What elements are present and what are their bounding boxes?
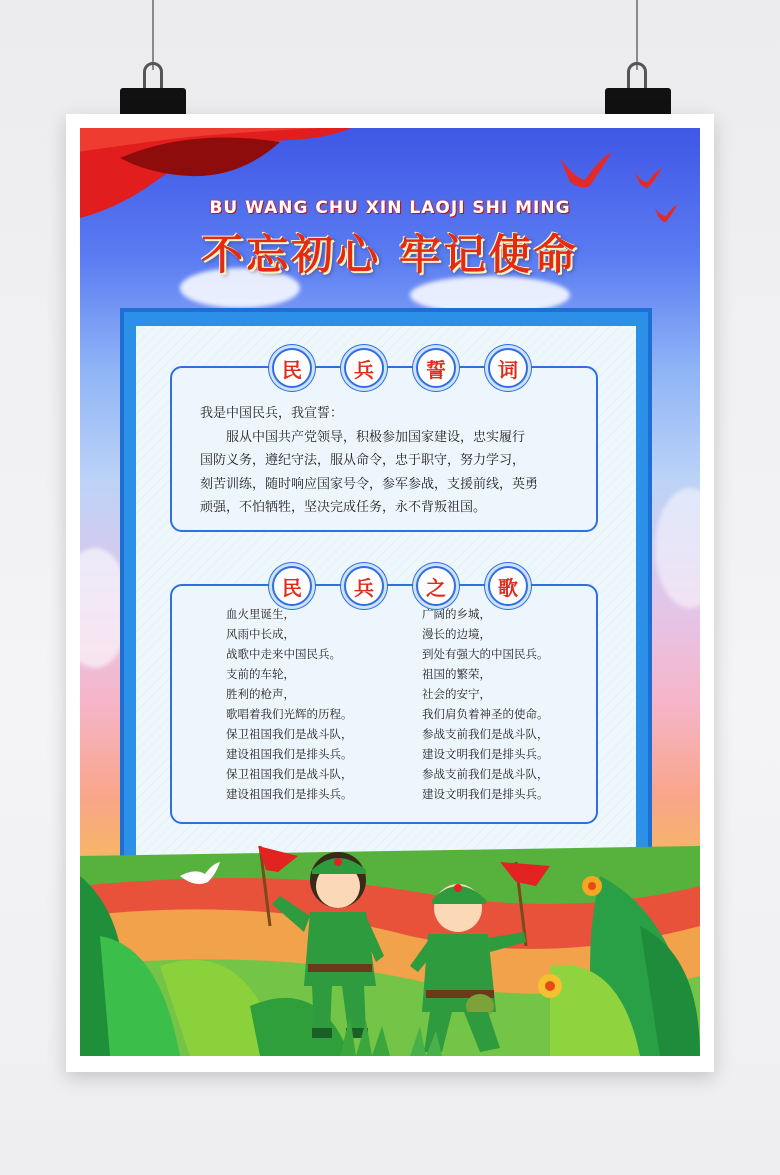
militia-illustration [80,816,700,1056]
oath-line: 刻苦训练，随时响应国家号令，参军参战，支援前线，英勇 [200,476,539,492]
song-line: 社会的安宁， [422,687,491,701]
oath-line: 国防义务，遵纪守法，服从命令，忠于职守，努力学习， [200,453,526,468]
song-line: 胜利的枪声， [226,687,295,701]
song-line: 建设文明我们是排头兵。 [422,747,549,761]
song-line: 广阔的乡城， [422,607,491,621]
song-line: 保卫祖国我们是战斗队， [226,727,353,741]
oath-line: 服从中国共产党领导，积极参加国家建设，忠实履行 [200,429,526,445]
poster-frame [66,114,714,1072]
song-line: 战歌中走来中国民兵。 [226,647,341,661]
page-title: 不忘初心 牢记使命 [201,230,579,279]
song-right-column [422,604,549,804]
song-line: 参战支前我们是战斗队， [422,727,549,741]
oath-heading-char: 兵 [344,348,384,388]
song-line: 血火里诞生， [226,607,295,621]
oath-heading-char: 词 [488,348,528,388]
song-heading-char: 民 [272,566,312,606]
song-line: 建设祖国我们是排头兵。 [226,787,353,801]
song-heading-char: 之 [416,566,456,606]
hanging-wire-right [636,0,638,70]
poster [80,128,700,1056]
song-line: 保卫祖国我们是战斗队， [226,767,353,781]
song-line: 建设文明我们是排头兵。 [422,787,549,801]
song-left-column [226,604,353,804]
song-heading-char: 歌 [488,566,528,606]
song-line: 歌唱着我们光辉的历程。 [226,707,353,721]
song-line: 参战支前我们是战斗队， [422,767,549,781]
oath-text [200,402,572,520]
song-line: 漫长的边境， [422,627,491,641]
oath-line: 我是中国民兵，我宣誓： [200,406,344,421]
cloud [655,488,700,608]
song-line: 支前的车轮， [226,667,295,681]
song-heading-char: 兵 [344,566,384,606]
song-line: 风雨中长成， [226,627,295,641]
oath-heading-char: 誓 [416,348,456,388]
pinyin-subtitle: BU WANG CHU XIN LAOJI SHI MING [209,198,571,218]
song-line: 建设祖国我们是排头兵。 [226,747,353,761]
song-line: 祖国的繁荣， [422,667,491,681]
song-line: 我们肩负着神圣的使命。 [422,707,549,721]
hanging-wire-left [152,0,154,70]
oath-heading [272,348,528,388]
oath-heading-char: 民 [272,348,312,388]
song-box [170,584,598,824]
oath-line: 顽强，不怕牺牲，坚决完成任务，永不背叛祖国。 [200,500,487,515]
song-heading [272,566,528,606]
song-line: 到处有强大的中国民兵。 [422,647,549,661]
oath-box [170,366,598,532]
